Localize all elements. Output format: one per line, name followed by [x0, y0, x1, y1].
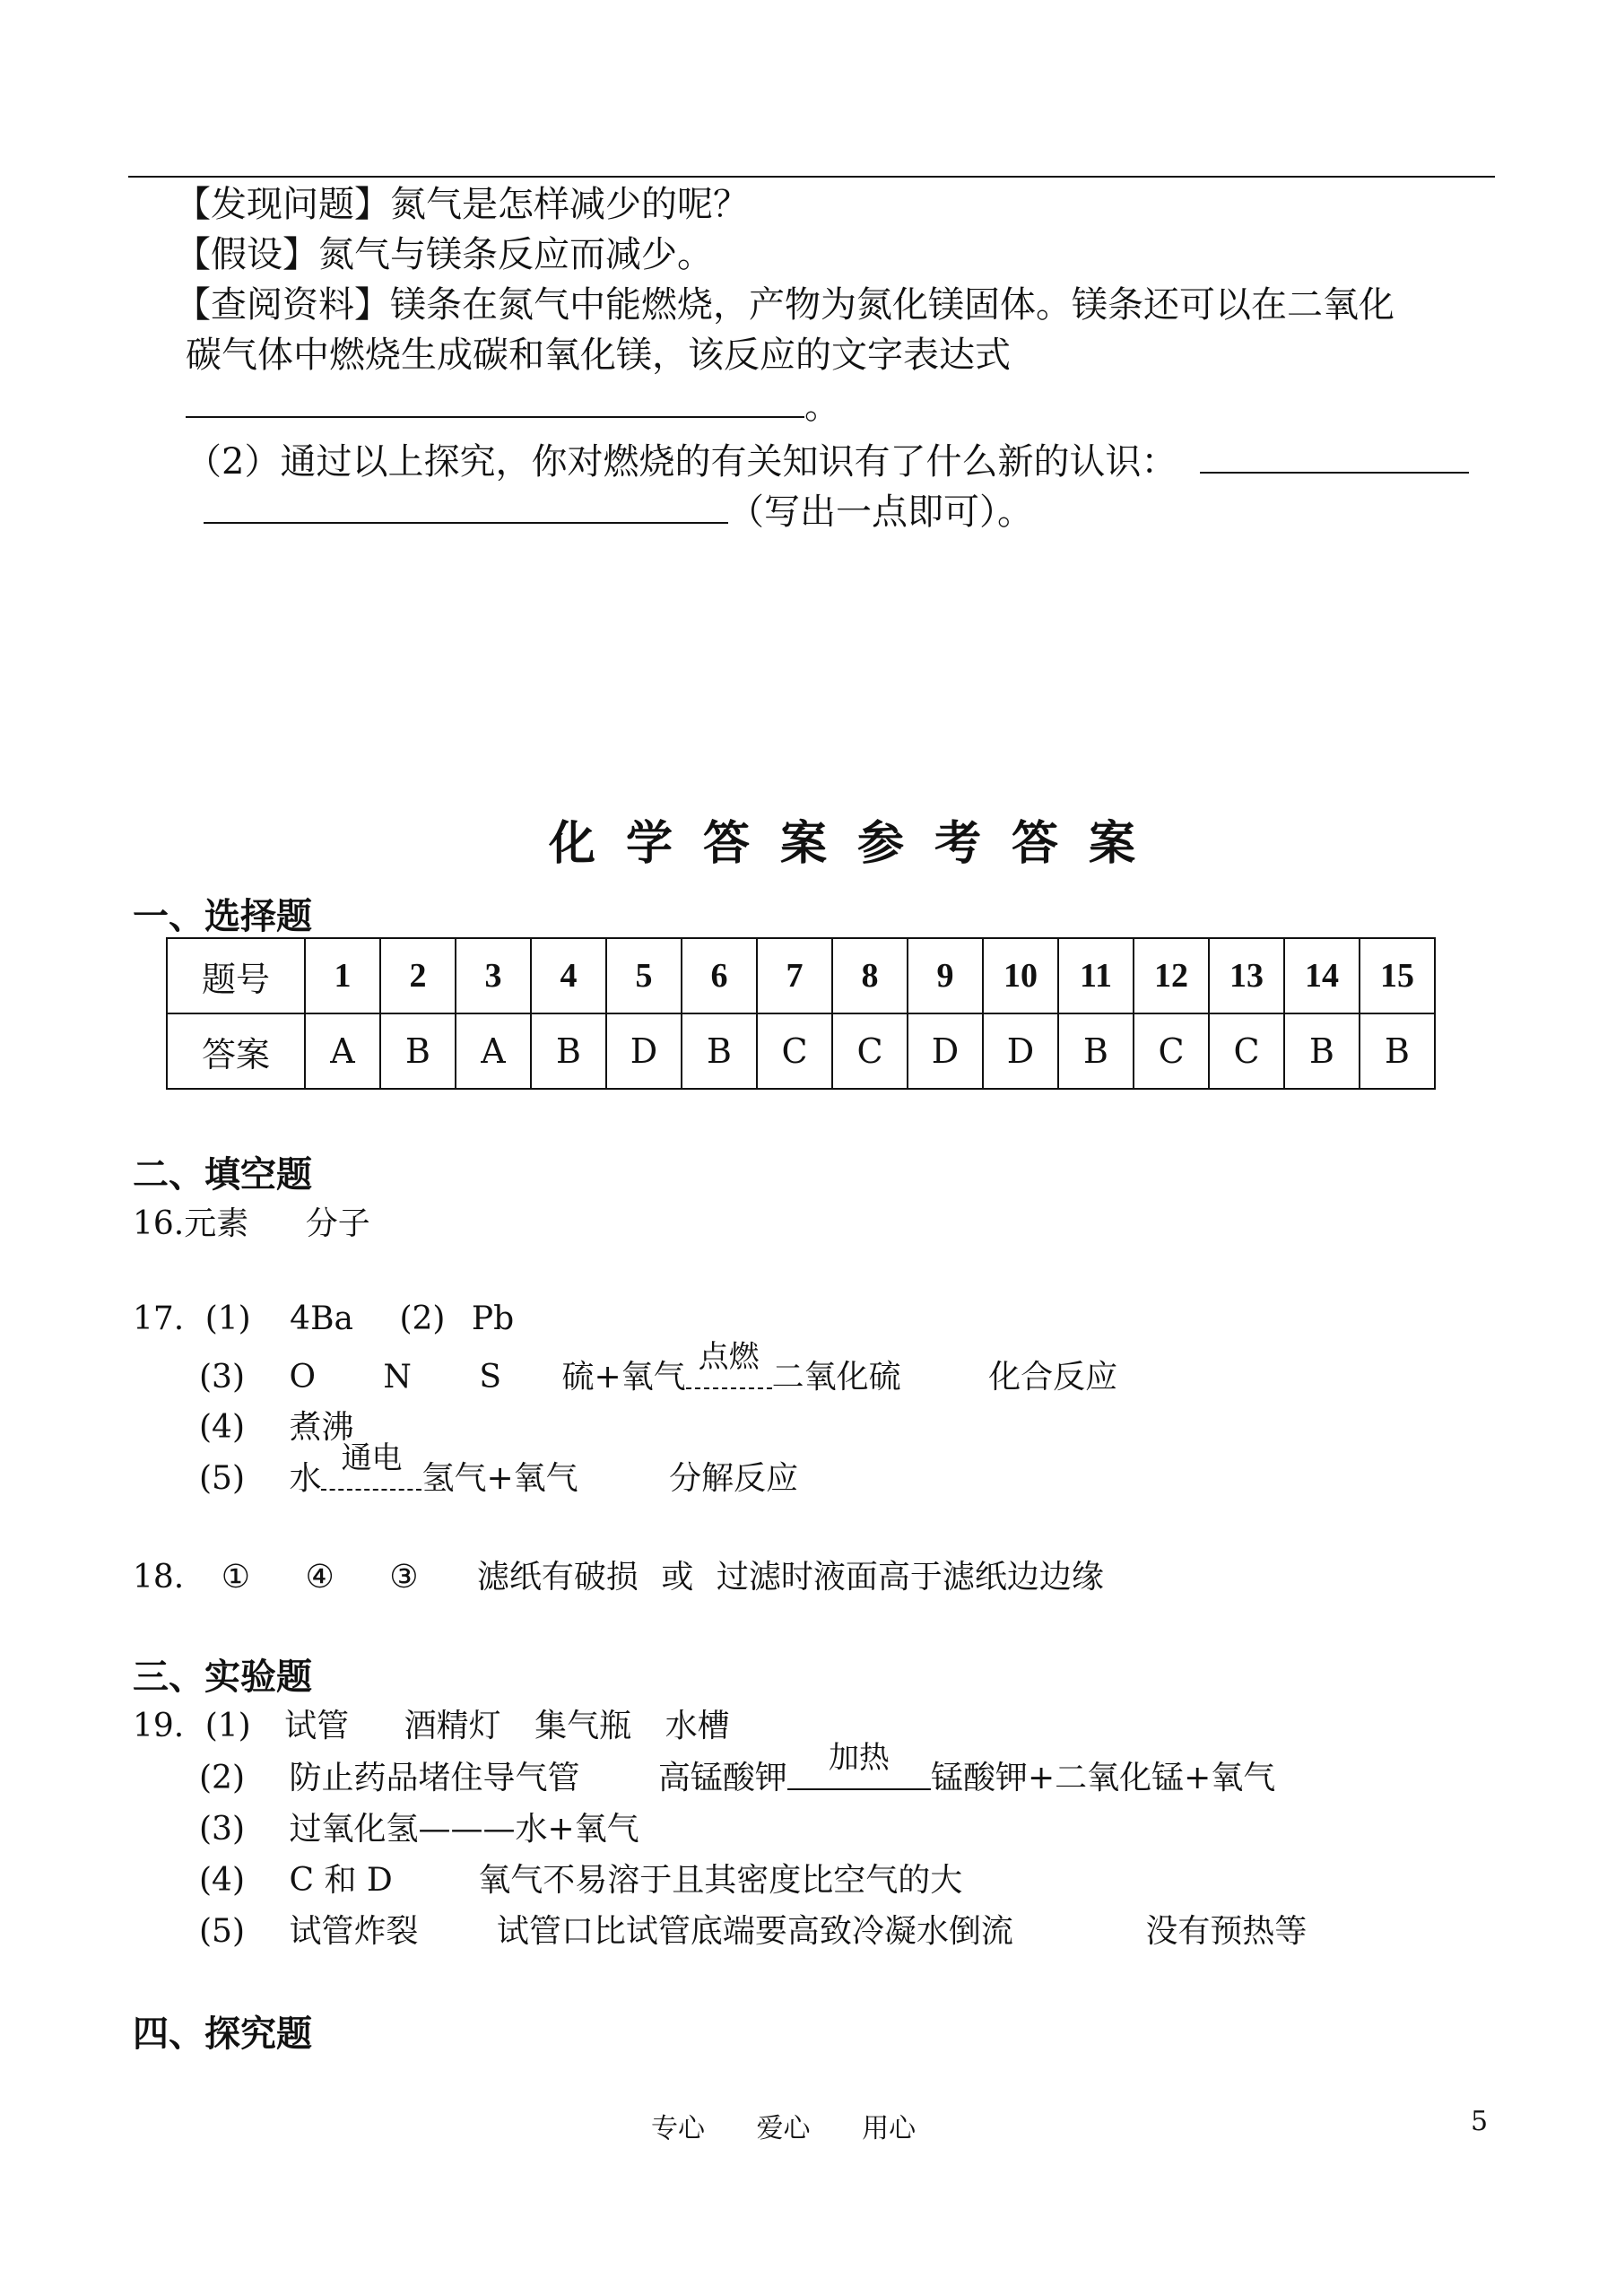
answer-blank[interactable]: [204, 486, 728, 524]
row-label-numbers: 题号: [167, 938, 305, 1013]
products: 二氧化硫: [771, 1359, 901, 1396]
answer-value: 4Ba: [290, 1300, 353, 1337]
part-label: (5): [199, 1460, 245, 1497]
question-number: 9: [908, 938, 983, 1013]
question-number: 5: [606, 938, 682, 1013]
answer-cell: D: [908, 1013, 983, 1089]
section-choice: 一、选择题: [133, 896, 312, 937]
answer-cell: D: [983, 1013, 1058, 1089]
answer-value: 过氧化氢———水+氧气: [289, 1811, 639, 1848]
question-number: 1: [305, 938, 380, 1013]
reaction-arrow: [686, 1339, 772, 1396]
table-row-numbers: [167, 938, 1435, 1013]
products: 锰酸钾+二氧化锰+氧气: [930, 1760, 1276, 1796]
reactants: 水: [289, 1460, 322, 1497]
page-title: 化学答案参考答案: [549, 817, 1167, 871]
answer-19-line-1: [133, 1700, 730, 1746]
question-number: 6: [682, 938, 757, 1013]
question-2-line-1: [186, 436, 1469, 487]
answer-cell: C: [757, 1013, 832, 1089]
question-number: 17.: [133, 1300, 185, 1337]
footer-slogan: [651, 2106, 916, 2145]
question-2-text: （2）通过以上探究，你对燃烧的有关知识有了什么新的认识：: [186, 441, 1177, 483]
answer-value: 煮沸: [289, 1409, 354, 1446]
answer-value: S: [479, 1359, 502, 1396]
row-label-answers: 答案: [167, 1013, 305, 1089]
answer-16-a: 16.元素: [133, 1205, 249, 1242]
answer-value: 集气瓶: [534, 1708, 632, 1744]
question-number: 7: [757, 938, 832, 1013]
answer-value: 酒精灯: [404, 1708, 501, 1744]
reaction-arrow: [787, 1740, 931, 1796]
footer-text: 用心: [862, 2113, 917, 2144]
answer-value: ①: [221, 1559, 250, 1596]
answer-value: N: [383, 1359, 412, 1396]
part-label: (5): [199, 1913, 245, 1950]
answer-cell: A: [456, 1013, 531, 1089]
footer-text: 爱心: [756, 2113, 811, 2144]
conjunction: 或: [661, 1559, 694, 1596]
answer-19-line-3: [199, 1804, 639, 1849]
part-label: (1): [204, 1708, 251, 1744]
answer-value: O: [289, 1359, 316, 1396]
question-number: 13: [1209, 938, 1284, 1013]
reaction-arrow: [321, 1440, 421, 1497]
answer-value: 防止药品堵住导气管: [289, 1760, 580, 1796]
section-inquiry: 四、探究题: [133, 2013, 312, 2055]
answer-16-b: 分子: [305, 1205, 370, 1242]
question-2-hint: （写出一点即可）。: [728, 491, 1033, 533]
reaction-type: 分解反应: [669, 1460, 799, 1497]
part-label: (2): [199, 1760, 245, 1796]
question-number: 12: [1134, 938, 1209, 1013]
answer-value: Pb: [471, 1300, 515, 1337]
answer-value: 过滤时液面高于滤纸边边缘: [716, 1559, 1104, 1596]
reactants: 硫+氧气: [561, 1359, 686, 1396]
answer-value: 氧气不易溶于且其密度比空气的大: [478, 1862, 963, 1899]
question-number: 18.: [133, 1559, 185, 1596]
part-label: (1): [204, 1300, 251, 1337]
question-number: 15: [1360, 938, 1435, 1013]
answer-cell: B: [1360, 1013, 1435, 1089]
reference-line-2: 碳气体中燃烧生成碳和氧化镁，该反应的文字表达式: [186, 335, 1011, 376]
part-label: (3): [199, 1359, 245, 1396]
section-fill: 二、填空题: [133, 1154, 312, 1196]
answer-19-line-4: [199, 1855, 962, 1900]
part-label: (4): [199, 1862, 245, 1899]
table-row-answers: [167, 1013, 1435, 1089]
answer-17-line-4: [199, 1440, 799, 1499]
discover-question: 【发现问题】氮气是怎样减少的呢？: [175, 184, 749, 225]
question-number: 10: [983, 938, 1058, 1013]
question-number: 3: [456, 938, 531, 1013]
question-number: 19.: [133, 1708, 185, 1744]
answer-value: 试管炸裂: [289, 1913, 419, 1950]
reactants: 高锰酸钾: [657, 1760, 787, 1796]
answer-17-line-2: [199, 1339, 1118, 1397]
reaction-condition: 通电: [341, 1440, 403, 1476]
answer-blank[interactable]: [1200, 436, 1469, 474]
question-number: 11: [1058, 938, 1134, 1013]
reference-line-1: 【查阅资料】镁条在氮气中能燃烧，产物为氮化镁固体。镁条还可以在二氧化: [175, 284, 1394, 326]
answer-cell: B: [531, 1013, 606, 1089]
hypothesis: 【假设】氮气与镁条反应而减少。: [175, 234, 713, 275]
answer-cell: C: [832, 1013, 908, 1089]
question-number: 8: [832, 938, 908, 1013]
answer-cell: B: [1058, 1013, 1134, 1089]
answer-19-line-2: [199, 1740, 1276, 1798]
answer-cell: D: [606, 1013, 682, 1089]
answer-value: 水槽: [665, 1708, 730, 1744]
section-experiment: 三、实验题: [133, 1657, 312, 1698]
answer-16: [133, 1198, 370, 1244]
answer-cell: B: [1284, 1013, 1360, 1089]
answer-18: [133, 1552, 1104, 1597]
answer-value: 没有预热等: [1145, 1913, 1308, 1950]
question-number: 4: [531, 938, 606, 1013]
part-label: (2): [399, 1300, 446, 1337]
question-number: 14: [1284, 938, 1360, 1013]
answer-cell: B: [682, 1013, 757, 1089]
question-2-line-2: [204, 486, 1033, 537]
period: 。: [804, 386, 840, 427]
answer-blank[interactable]: [186, 380, 804, 418]
answer-value: 滤纸有破损: [476, 1559, 639, 1596]
answer-value: ③: [389, 1559, 419, 1596]
reaction-condition: 点燃: [698, 1339, 760, 1375]
answer-value: ④: [305, 1559, 334, 1596]
part-label: (4): [199, 1409, 245, 1446]
answer-value: 试管口比试管底端要高致冷凝水倒流: [496, 1913, 1013, 1950]
answer-cell: C: [1134, 1013, 1209, 1089]
header-rule: [128, 176, 1495, 178]
question-number: 2: [380, 938, 456, 1013]
page-number: 5: [1471, 2106, 1489, 2137]
products: 氢气+氧气: [421, 1460, 578, 1497]
answer-17-line-1: [133, 1300, 514, 1337]
answer-cell: A: [305, 1013, 380, 1089]
answer-value: 试管: [284, 1708, 350, 1744]
answer-table: [166, 937, 1436, 1090]
reference-line-3: [186, 380, 840, 431]
part-label: (3): [199, 1811, 245, 1848]
answer-19-line-5: [199, 1906, 1307, 1952]
answer-cell: B: [380, 1013, 456, 1089]
answer-value: C 和 D: [289, 1862, 393, 1899]
answer-cell: C: [1209, 1013, 1284, 1089]
reaction-condition: 加热: [828, 1740, 890, 1776]
reaction-type: 化合反应: [988, 1359, 1118, 1396]
footer-text: 专心: [651, 2113, 705, 2144]
